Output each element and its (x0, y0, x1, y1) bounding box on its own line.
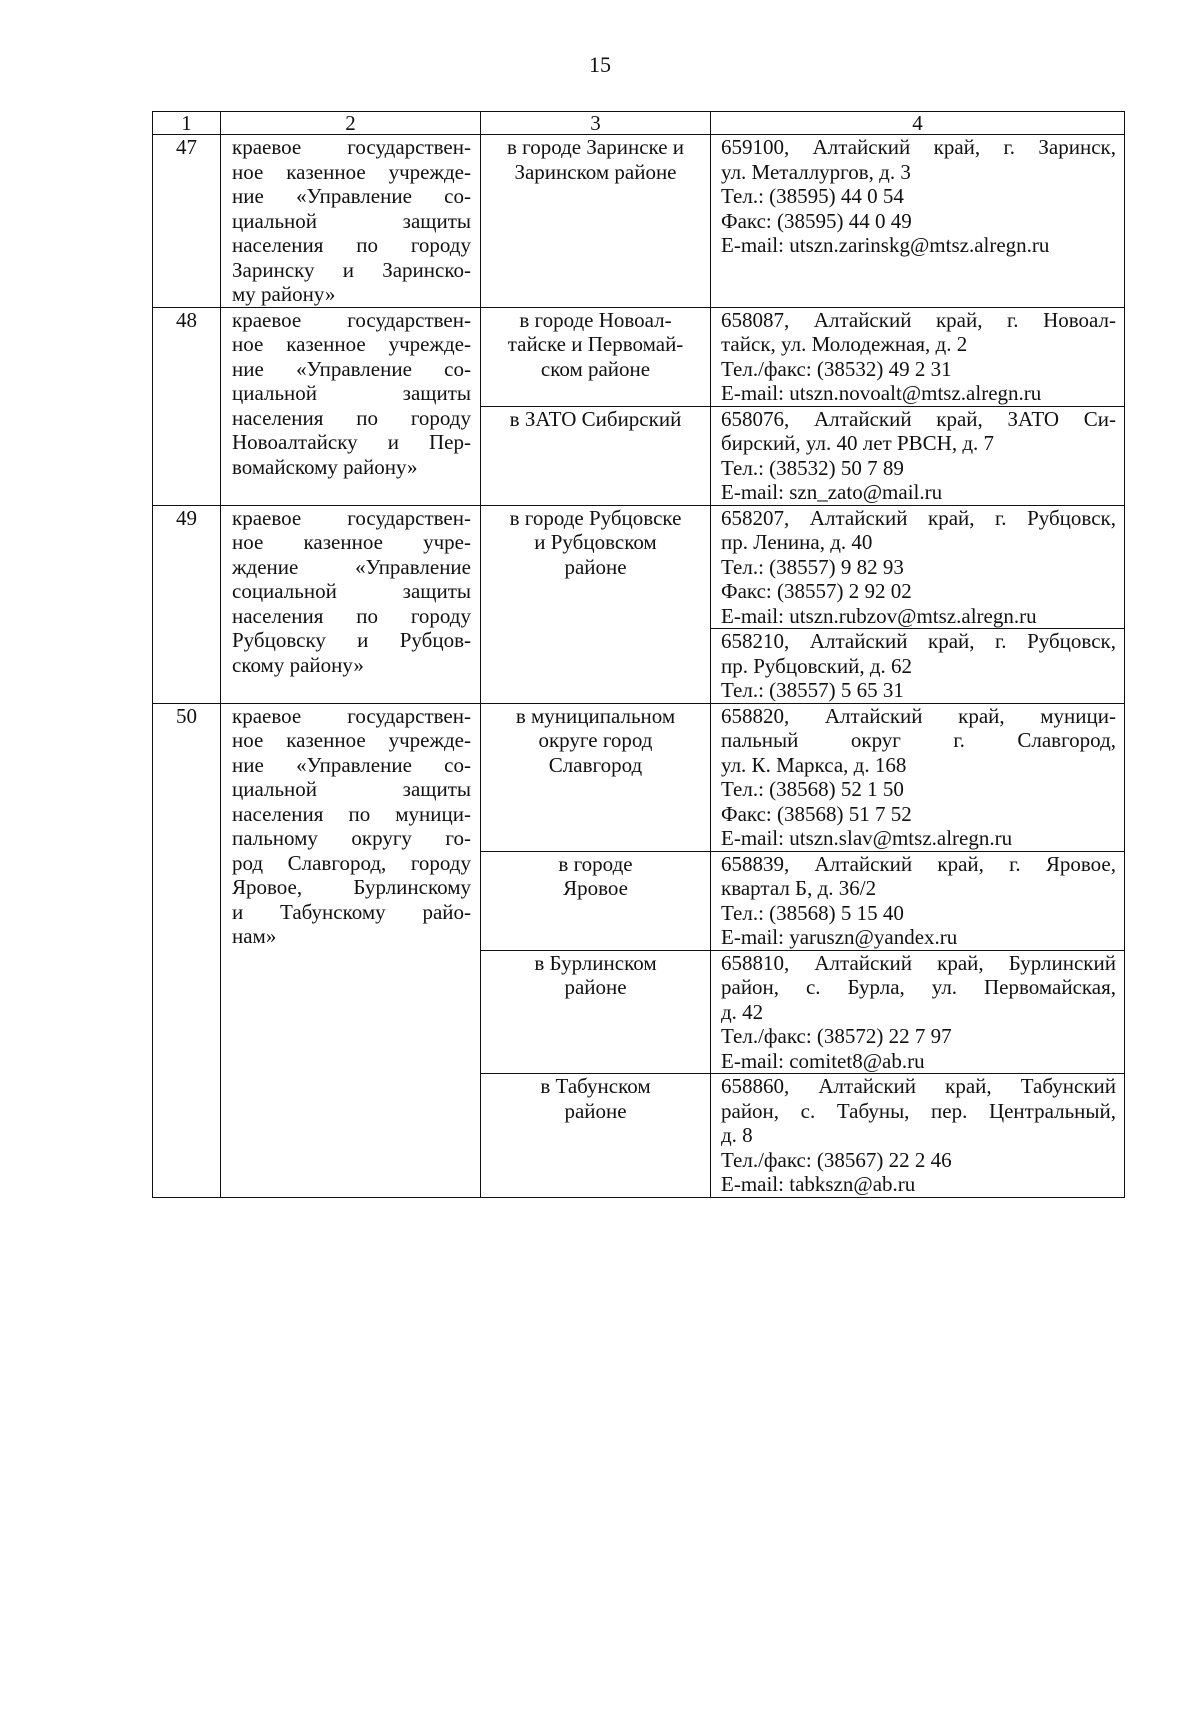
text-line: краевое государствен- (232, 135, 471, 159)
text-line: Заринску и Заринско- (232, 257, 471, 282)
text-line: Рубцовску и Рубцов- (232, 628, 471, 652)
text-line: E-mail: comitet8@ab.ru (721, 1048, 925, 1073)
text-line: Новоалтайску и Пер- (232, 430, 471, 454)
address-cell (711, 505, 1125, 629)
text-line: Славгород (548, 752, 643, 777)
text-line: 658076, Алтайский край, ЗАТО Си- (721, 406, 1116, 431)
text-line: ное казенное учрежде- (232, 728, 471, 752)
text-line: 658210, Алтайский край, г. Рубцовск, (721, 629, 1116, 653)
address-cell (711, 406, 1125, 505)
offices-table (152, 111, 1125, 1198)
text-line: ние «Управление со- (232, 356, 471, 381)
text-line: пр. Рубцовский, д. 62 (721, 653, 913, 678)
text-line: ском районе (540, 356, 651, 381)
text-line: вомайскому району» (232, 454, 418, 479)
text-line: краевое государствен- (232, 505, 471, 530)
text-line: ное казенное учрежде- (232, 332, 471, 356)
organization-cell (221, 135, 481, 308)
text-line: E-mail: yaruszn@yandex.ru (721, 925, 958, 949)
service-area-cell (481, 135, 711, 308)
service-area-cell (481, 703, 711, 851)
text-line: социальной защиты (232, 579, 471, 603)
organization-cell (221, 307, 481, 505)
text-line: Тел./факс: (38567) 22 2 46 (721, 1147, 952, 1172)
text-line: д. 8 (721, 1123, 753, 1147)
text-line: пальный округ г. Славгород, (721, 728, 1116, 752)
service-area-cell (481, 307, 711, 406)
text-line: Тел.: (38557) 9 82 93 (721, 554, 904, 579)
table-row (153, 135, 1125, 308)
address-cell (711, 1074, 1125, 1198)
text-line: E-mail: szn_zato@mail.ru (721, 480, 943, 504)
text-line: ное казенное учре- (232, 530, 471, 554)
text-line: ное казенное учрежде- (232, 159, 471, 184)
text-line: в городе Рубцовске (509, 505, 682, 530)
text-line: 659100, Алтайский край, г. Заринск, (721, 135, 1116, 159)
text-line: Тел.: (38568) 5 15 40 (721, 900, 904, 925)
text-line: 658820, Алтайский край, муници- (721, 703, 1116, 728)
text-line: ние «Управление со- (232, 184, 471, 208)
text-line: д. 42 (721, 999, 764, 1024)
text-line: в Бурлинском (534, 950, 657, 975)
page-number: 15 (589, 52, 611, 77)
text-line: пр. Ленина, д. 40 (721, 530, 873, 554)
text-line: 658839, Алтайский край, г. Яровое, (721, 851, 1116, 876)
text-line: 658087, Алтайский край, г. Новоал- (721, 307, 1116, 332)
text-line: ние «Управление со- (232, 752, 471, 777)
text-line: E-mail: utszn.slav@mtsz.alregn.ru (721, 826, 1013, 850)
text-line: Тел.: (38557) 5 65 31 (721, 678, 904, 702)
table-row (153, 505, 1125, 629)
table-body (153, 112, 1125, 1198)
text-line: районе (564, 554, 627, 579)
row-number-cell: 50 (153, 703, 221, 1197)
text-line: район, с. Табуны, пер. Центральный, (721, 1098, 1116, 1123)
text-line: округе город (538, 728, 653, 752)
text-line: циальной защиты (232, 777, 471, 801)
text-line: Тел./факс: (38532) 49 2 31 (721, 356, 952, 381)
text-line: ул. К. Маркса, д. 168 (721, 752, 907, 777)
text-line: му району» (232, 282, 336, 306)
organization-cell (221, 703, 481, 1197)
service-area-cell (481, 505, 711, 703)
text-line: Тел./факс: (38572) 22 7 97 (721, 1024, 952, 1048)
text-line: в муниципальном (515, 703, 676, 728)
service-area-cell (481, 851, 711, 950)
address-cell (711, 851, 1125, 950)
text-line: бирский, ул. 40 лет РВСН, д. 7 (721, 431, 994, 455)
text-line: E-mail: utszn.zarinskg@mtsz.alregn.ru (721, 233, 1050, 257)
table-header-row (153, 112, 1125, 135)
organization-cell (221, 505, 481, 703)
text-line: Факс: (38557) 2 92 02 (721, 579, 912, 603)
text-line: в ЗАТО Сибирский (509, 406, 682, 431)
row-number-cell: 47 (153, 135, 221, 308)
address-cell (711, 307, 1125, 406)
text-line: Тел.: (38532) 50 7 89 (721, 455, 904, 480)
text-line: E-mail: utszn.rubzov@mtsz.alregn.ru (721, 603, 1037, 628)
row-number-cell: 49 (153, 505, 221, 703)
address-cell (711, 135, 1125, 308)
text-line: тайске и Первомай- (507, 332, 684, 356)
text-line: пальному округу го- (232, 826, 471, 850)
service-area-cell (481, 1074, 711, 1198)
header-cell-2: 2 (221, 112, 481, 135)
header-cell-3: 3 (481, 112, 711, 135)
text-line: E-mail: utszn.novoalt@mtsz.alregn.ru (721, 381, 1042, 405)
text-line: в городе Заринске и (506, 135, 685, 159)
text-line: 658860, Алтайский край, Табунский (721, 1074, 1116, 1098)
text-line: в Табунском (540, 1074, 651, 1098)
address-cell (711, 950, 1125, 1074)
text-line: Тел.: (38595) 44 0 54 (721, 184, 904, 208)
address-cell (711, 629, 1125, 704)
text-line: Тел.: (38568) 52 1 50 (721, 777, 904, 801)
text-line: ул. Металлургов, д. 3 (721, 159, 911, 184)
text-line: E-mail: tabkszn@ab.ru (721, 1172, 916, 1196)
text-line: районе (564, 1098, 627, 1123)
text-line: и Табунскому райо- (232, 899, 471, 924)
text-line: населения по городу (232, 405, 471, 430)
text-line: в городе (558, 851, 633, 876)
service-area-cell (481, 950, 711, 1074)
text-line: Факс: (38595) 44 0 49 (721, 208, 912, 233)
text-line: Яровое (563, 876, 628, 900)
text-line: квартал Б, д. 36/2 (721, 876, 877, 900)
text-line: Яровое, Бурлинскому (232, 875, 471, 899)
text-line: и Рубцовском (534, 530, 657, 554)
text-line: населения по городу (232, 233, 471, 257)
address-cell (711, 703, 1125, 851)
text-line: род Славгород, городу (232, 850, 471, 875)
text-line: нам» (232, 924, 277, 948)
text-line: 658810, Алтайский край, Бурлинский (721, 950, 1116, 975)
text-line: в городе Новоал- (519, 307, 672, 332)
text-line: циальной защиты (232, 208, 471, 233)
text-line: населения по муници- (232, 801, 471, 826)
text-line: Заринском районе (514, 159, 677, 184)
header-cell-1: 1 (153, 112, 221, 135)
text-line: краевое государствен- (232, 703, 471, 728)
table-row (153, 703, 1125, 851)
header-cell-4: 4 (711, 112, 1125, 135)
text-line: 658207, Алтайский край, г. Рубцовск, (721, 505, 1116, 530)
text-line: краевое государствен- (232, 307, 471, 332)
text-line: тайск, ул. Молодежная, д. 2 (721, 332, 968, 356)
text-line: районе (564, 975, 627, 999)
table-row (153, 307, 1125, 406)
text-line: Факс: (38568) 51 7 52 (721, 801, 912, 826)
row-number-cell: 48 (153, 307, 221, 505)
text-line: район, с. Бурла, ул. Первомайская, (721, 975, 1116, 999)
text-line: циальной защиты (232, 381, 471, 405)
text-line: ждение «Управление (232, 554, 471, 579)
text-line: скому району» (232, 652, 364, 677)
text-line: населения по городу (232, 603, 471, 628)
service-area-cell (481, 406, 711, 505)
